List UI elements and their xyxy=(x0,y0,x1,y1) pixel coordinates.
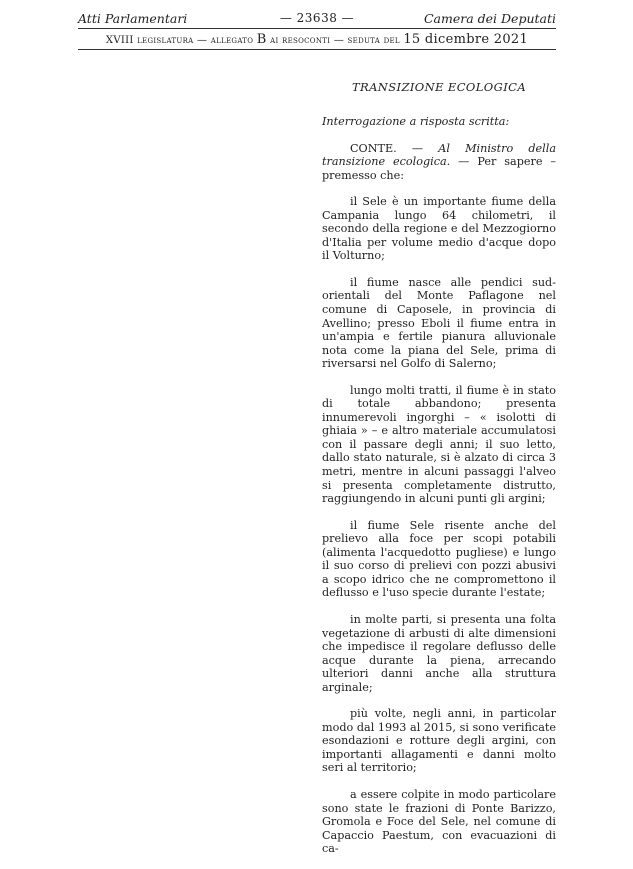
opening-intro: — Per sapere – premesso che: xyxy=(322,155,556,182)
subheader-part1: XVIII legislatura — allegato xyxy=(105,35,257,46)
page-number: — 23638 — xyxy=(279,11,355,25)
opening-addressee: Al Ministro della transizione ecologica. xyxy=(322,141,556,169)
body-paragraph: più volte, negli anni, in particolar modo dal 1993 al 2015, si sono verificate esondazioni e rotture degli argini, con importanti allagamenti e danni molto seri al territorio; xyxy=(322,707,556,775)
section-title: TRANSIZIONE ECOLOGICA xyxy=(351,80,527,94)
body-paragraph: il fiume Sele risente anche del prelievo alla foce per scopi potabili (alimenta l'acquedotto pugliese) e lungo il suo corso di prelievi con pozzi abusivi a scopo idrico che ne compromettono il deflusso e l'uso specie durante l'estate; xyxy=(322,518,556,600)
subheader-part2: ai resoconti — seduta del xyxy=(266,35,404,46)
text-column xyxy=(322,115,556,869)
opening-author: CONTE. xyxy=(350,141,397,155)
body-paragraph: il Sele è un importante fiume della Campania lungo 64 chilometri, il secondo della regione e del Mezzogiorno d'Italia per volume medio d'acque dopo il Volturno; xyxy=(322,195,556,263)
header-right-title: Camera dei Deputati xyxy=(423,11,556,26)
header-left-title: Atti Parlamentari xyxy=(78,11,188,26)
subheader-letter: B xyxy=(256,32,267,47)
session-subheader xyxy=(78,32,556,47)
subheader-date: 15 dicembre 2021 xyxy=(403,32,529,47)
page-header xyxy=(78,11,556,29)
interrogation-type: Interrogazione a risposta scritta: xyxy=(322,115,510,128)
body-paragraph: lungo molti tratti, il fiume è in stato di totale abbandono; presenta innumerevoli ingorghi – « isolotti di ghiaia » – e altro materiale accumulatosi con il passare degli anni; il suo letto, dallo stato naturale, si è alzato di circa 3 metri, mentre in alcuni passaggi l'alveo si presenta completamente distrutto, raggiungendo in alcuni punti gli argini; xyxy=(322,383,556,506)
body-paragraph: a essere colpite in modo particolare sono state le frazioni di Ponte Barizzo, Gromola e Foce del Sele, nel comune di Capaccio Paestum, con evacuazioni di ca- xyxy=(322,787,556,856)
body-paragraph: in molte parti, si presenta una folta vegetazione di arbusti di alte dimensioni che impedisce il regolare deflusso delle acque durante la piena, arrecando ulteriori danni anche alla struttura arginale; xyxy=(322,612,556,694)
opening-paragraph: CONTE. — Al Ministro della transizione ecologica. — Per sapere – premesso che: xyxy=(322,141,556,182)
header-rule-bottom xyxy=(78,49,556,50)
body-paragraph: il fiume nasce alle pendici sud-orientali del Monte Paflagone nel comune di Caposele, in provincia di Avellino; presso Eboli il fiume entra in un'ampia e fertile pianura alluvionale nota come la piana del Sele, prima di riversarsi nel Golfo di Salerno; xyxy=(322,275,556,371)
header-rule-top xyxy=(78,28,556,29)
